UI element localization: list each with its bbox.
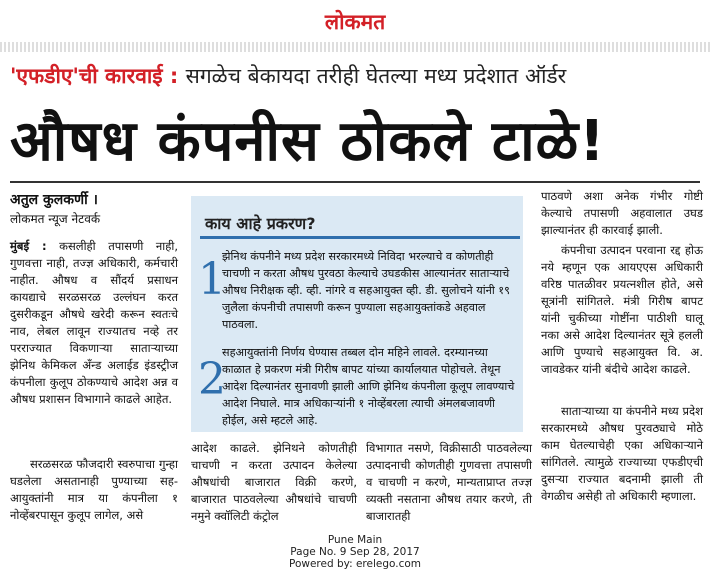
sidebar-item1-text: झेनिथ कंपनीने मध्य प्रदेश सरकारमध्ये निविदा भरल्याचे व कोणतीही चाचणी न करता औषध पुरवठा केल्याचे उघडकीस आल्यानंतर साताऱ्याचे औषध निरीक्षक व्ही. व्ही. नांगरे व सहआयुक्त व्ही. डी. सुलोचने यांनी १९ जुलैला कंपनीची तपासणी करून पुण्याला सहआयुक्तांकडे अहवाल पाठवला. bbox=[222, 250, 510, 331]
main-headline: औषध कंपनीस ठोकले टाळे! bbox=[10, 109, 606, 174]
article-col4-p3: साताऱ्याच्या या कंपनीने मध्य प्रदेश सरकारमध्ये औषध पुरवठ्याचे मोठे काम घेतल्याचेही एका अधिकाऱ्याने सांगितले. त्यामुळे राज्याच्या एफडीएची दुसऱ्या राज्यात बदनामी झाली ती वेगळीच असेही तो अधिकारी म्हणाला. bbox=[541, 404, 703, 503]
sidebar-box-title: काय आहे प्रकरण? bbox=[205, 214, 316, 233]
sidebar-box-rule bbox=[200, 236, 520, 239]
article-col1-top: मुंबई : कसलीही तपासणी नाही, गुणवत्ता नाही, तज्ज्ञ अधिकारी, कर्मचारी नाहीत. औषध व सौंदर्य प्रसाधन कायद्याचे सरळसरळ उल्लंघन करत दुसरीकडून औषधे खरेदी करून स्वतःचे नाव, लेबल लावून राज्यातच नव्हे तर परराज्यात विकणाऱ्या साताऱ्याच्या झेनिथ केमिकल अँन्ड अलाईड इंडस्ट्रीज कंपनीला कुलूप ठोकण्याचे आदेश अन्न व औषध प्रशासन विभागाने काढले आहेत. bbox=[10, 239, 178, 406]
footer-edition: Pune Main bbox=[327, 534, 383, 546]
footer-page-info: Page No. 9 Sep 28, 2017 bbox=[290, 546, 420, 558]
headline-rule bbox=[10, 181, 700, 183]
headline-kicker bbox=[10, 62, 710, 90]
kicker-red: 'एफडीए'ची कारवाई : bbox=[10, 64, 179, 88]
masthead-stripe bbox=[0, 42, 710, 52]
article-col1-bottom: सरळसरळ फौजदारी स्वरुपाचा गुन्हा घडलेला असतानाही पुण्याच्या सह-आयुक्तांनी मात्र या कंपनीला १ नोव्हेंबरपासून कुलूप लागेल, असे bbox=[10, 457, 178, 522]
kicker-rest: सगळेच बेकायदा तरीही घेतल्या मध्य प्रदेशात ऑर्डर bbox=[185, 64, 567, 88]
article-col4-p2: कंपनीचा उत्पादन परवाना रद्द होऊ नये म्हणून एक आयएएस अधिकारी वरिष्ठ पातळीवर प्रयत्नशील होते, असे सूत्रांनी सांगितले. मंत्री गिरीष बापट यांनी चुकीच्या गोष्टींना पाठीशी घालू नका असे आदेश दिल्यानंतर सूत्रे हलली आणि पुण्याचे सहआयुक्त वि. अ. जावडेकर यांनी बंदीचे आदेश काढले. bbox=[541, 243, 703, 376]
footer bbox=[0, 534, 710, 570]
sidebar-item2-text: सहआयुक्तांनी निर्णय घेण्यास तब्बल दोन महिने लावले. दरम्यानच्या काळात हे प्रकरण मंत्री गिरीष बापट यांच्या कार्यालयात पोहोचले. तेथून आदेश दिल्यानंतर सुनावणी झाली आणि झेनिथ कंपनीला कूलूप लावण्याचे आदेश निघाले. मात्र अधिकाऱ्यांनी १ नोव्हेंबरला त्याची अंमलबजावणी होईल, असे म्हटले आहे. bbox=[222, 346, 515, 427]
byline-author: अतुल कुलकर्णी । bbox=[10, 192, 98, 208]
byline-agency: लोकमत न्यूज नेटवर्क bbox=[10, 212, 101, 226]
masthead-logo: लोकमत bbox=[324, 9, 386, 34]
sidebar-item1-number: 1 bbox=[198, 254, 226, 305]
dateline: मुंबई : bbox=[10, 239, 47, 253]
footer-powered-by[interactable]: Powered by: erelego.com bbox=[288, 558, 422, 570]
sidebar-item2-number: 2 bbox=[198, 354, 226, 405]
article-col3-bottom: विभागात नसणे, विक्रीसाठी पाठवलेल्या उत्पादनाची कोणतीही गुणवत्ता तपासणी व चाचणी न करणे, मान्यताप्राप्त तज्ज्ञ व्यक्ती नसताना औषध तयार करणे, ती बाजारातही bbox=[366, 441, 532, 523]
article-col2-bottom: आदेश काढले. झेनिथने कोणतीही चाचणी न करता उत्पादन केलेल्या औषधांची बाजारात विक्री करणे, बाजारात पाठवलेल्या औषधांचे चाचणी नमुने क्वॉलिटी कंट्रोल bbox=[191, 441, 357, 523]
article-col4-top: पाठवणे अशा अनेक गंभीर गोष्टी केल्याचे तपासणी अहवालात उघड झाल्यानंतर ही कारवाई झाली. bbox=[541, 189, 703, 237]
